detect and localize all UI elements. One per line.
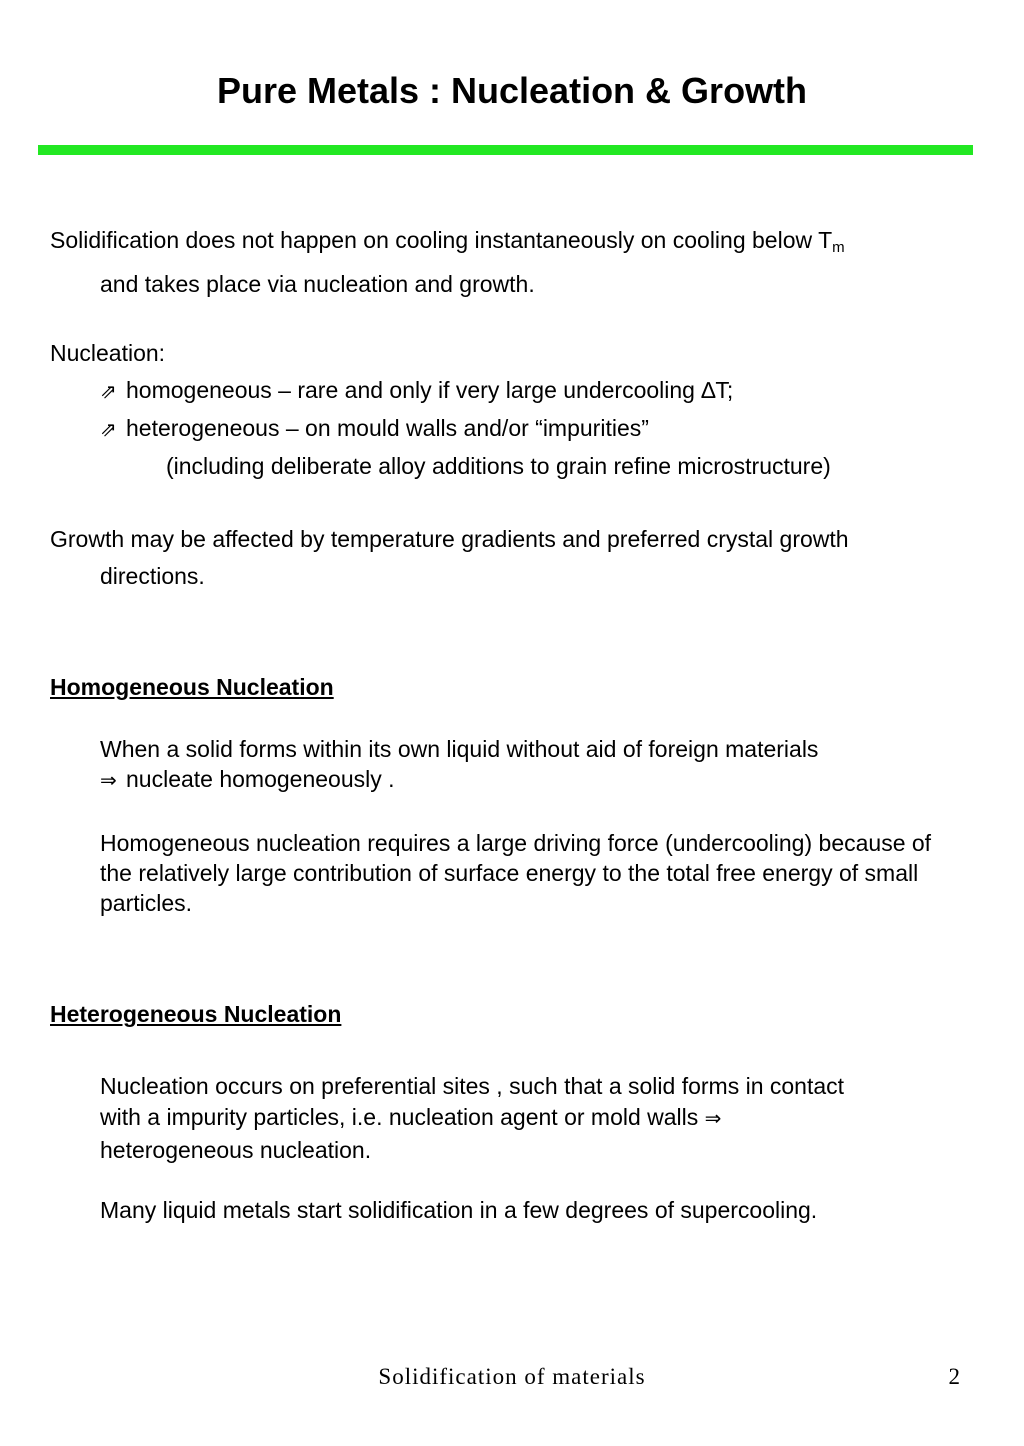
intro-line-2: and takes place via nucleation and growth. xyxy=(100,271,535,297)
arrow-bullet-icon: ⇗ xyxy=(100,381,117,403)
arrow-bullet-icon: ⇗ xyxy=(100,419,117,441)
homogeneous-p1-line2: ⇒ nucleate homogeneously . xyxy=(100,764,950,796)
heterogeneous-p1-line3: heterogeneous nucleation. xyxy=(100,1137,372,1163)
bullet-heterogeneous xyxy=(100,409,649,449)
implies-arrow-icon: ⇒ xyxy=(100,770,117,792)
bullet-homogeneous-text: homogeneous – rare and only if very large undercooling ∆T; xyxy=(126,377,734,403)
melting-subscript: m xyxy=(832,239,845,256)
heterogeneous-heading: Heterogeneous Nucleation xyxy=(50,1001,342,1027)
bullet-homogeneous xyxy=(100,371,733,411)
intro-paragraph xyxy=(50,222,970,303)
homogeneous-p2: Homogeneous nucleation requires a large driving force (undercooling) because of the relatively large contribution of surface energy to the total free energy of small particles. xyxy=(100,830,932,916)
nucleation-label: Nucleation: xyxy=(50,340,166,366)
homogeneous-p1 xyxy=(100,734,950,796)
intro-line-1: Solidification does not happen on cooling instantaneously on cooling below $T_m$ xyxy=(50,227,845,256)
homogeneous-heading: Homogeneous Nucleation xyxy=(50,674,334,700)
growth-paragraph xyxy=(50,521,970,595)
title-divider xyxy=(38,145,973,155)
bullet-heterogeneous-note: (including deliberate alloy additions to grain refine microstructure) xyxy=(166,453,831,479)
page-number: 2 xyxy=(948,1364,960,1389)
page-title: Pure Metals : Nucleation & Growth xyxy=(216,70,808,111)
heterogeneous-p1-line2: with a impurity particles, i.e. nucleation agent or mold walls ⇒ xyxy=(100,1104,722,1130)
heterogeneous-p1 xyxy=(100,1071,950,1166)
growth-line-2: directions. xyxy=(100,563,205,589)
implies-arrow-icon: ⇒ xyxy=(704,1108,722,1130)
footer-title: Solidification of materials xyxy=(378,1364,646,1389)
heterogeneous-p1-line1: Nucleation occurs on preferential sites , such that a solid forms in contact xyxy=(100,1073,845,1099)
growth-line-1: Growth may be affected by temperature gradients and preferred crystal growth xyxy=(50,526,849,552)
homogeneous-p1-line1: When a solid forms within its own liquid without aid of foreign materials xyxy=(100,736,819,762)
heterogeneous-p2: Many liquid metals start solidification in a few degrees of supercooling. xyxy=(100,1197,818,1223)
bullet-heterogeneous-text: heterogeneous – on mould walls and/or “impurities” xyxy=(126,415,649,441)
